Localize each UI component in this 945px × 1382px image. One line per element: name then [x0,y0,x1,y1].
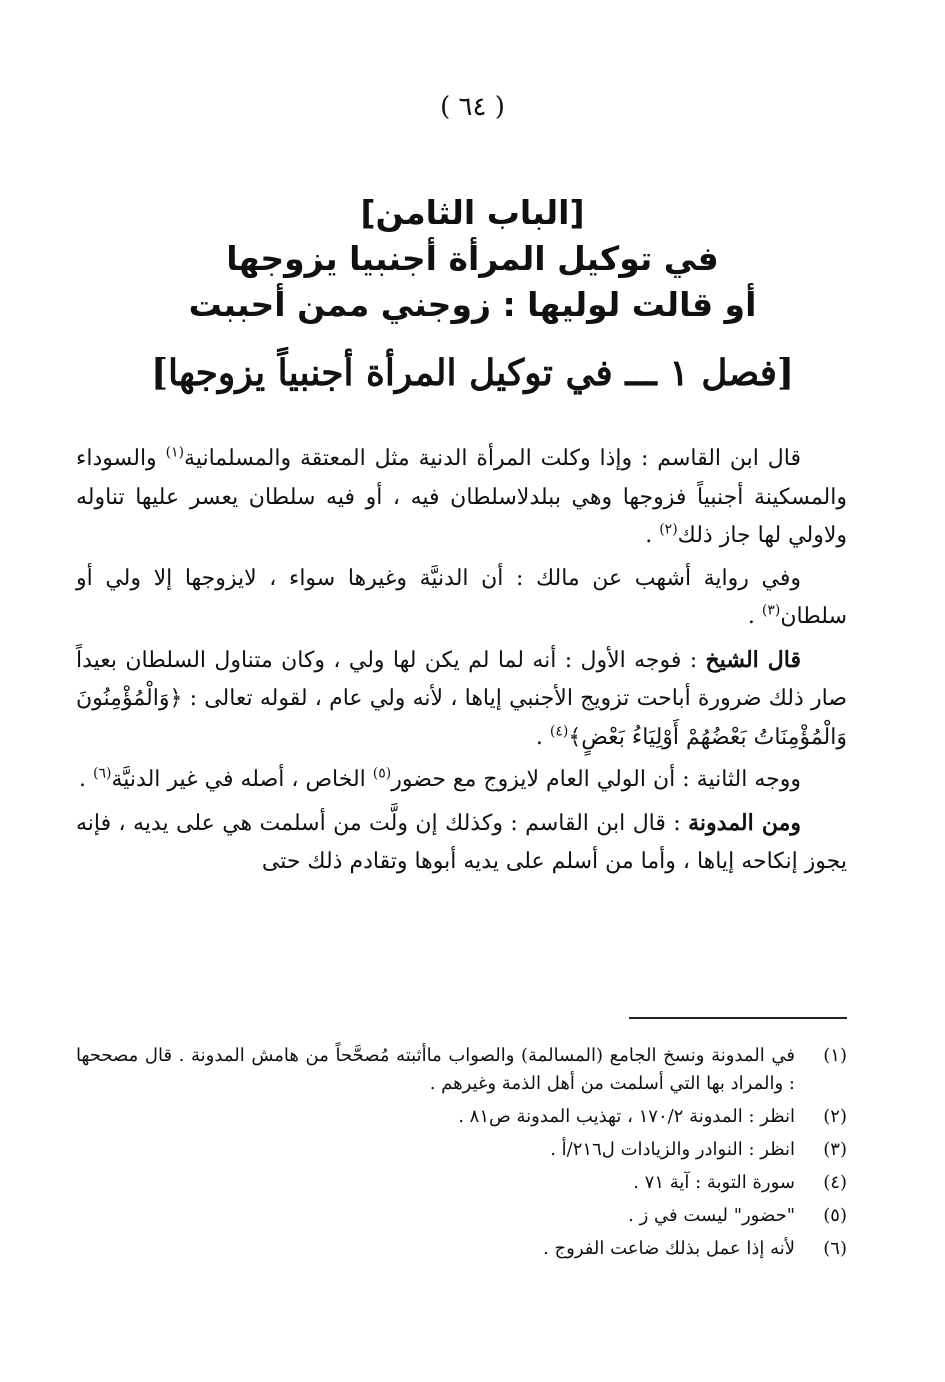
paragraph-text: . [747,604,762,629]
footnote [76,1136,847,1164]
paragraph [76,440,847,556]
footnote-ref: (٥) [372,765,392,782]
footnote [76,1169,847,1197]
footnote-ref: (٢) [659,521,678,538]
paragraph-text: وفي رواية أشهب عن مالك : أن الدنيَّة وغيرها سواء ، لايزوجها إلا ولي أو سلطان [76,565,847,629]
footnote-ref: (٦) [93,765,112,782]
paragraph-text: : فوجه الأول : أنه لما لم يكن لها ولي ، وكان متناول السلطان بعيداً صار ذلك ضرورة أباحت تزويج الأجنبي إياها ، لأنه ولي عام ، لقوله تعالى : [76,647,848,711]
footnote [76,1202,847,1230]
paragraph-text: . [645,523,660,548]
paragraph-text: والسوداء والمسكينة أجنبياً فزوجها وهي ببلدلاسلطان فيه ، أو فيه سلطان يعسر عليها تناوله ولاولي لها جاز ذلك [76,446,847,548]
paragraph-text: الخاص ، أصله في غير الدنيَّة [111,767,373,792]
footnote-number: (٦) [823,1238,847,1259]
footnote-ref: (٣) [761,602,781,619]
footnote-separator [629,1017,847,1019]
footnote-text: "حضور" ليست في ز . [628,1205,795,1226]
footnote-text: انظر : النوادر والزيادات ل٢١٦/أ . [550,1139,795,1160]
footnote [76,1235,847,1263]
footnote [76,1103,847,1131]
paragraph [76,641,847,758]
chapter-heading [120,190,825,328]
paragraph-lead: قال الشيخ [705,646,801,673]
chapter-label: [الباب الثامن] [360,193,585,232]
paragraph [76,804,847,882]
footnote-number: (٤) [823,1172,847,1193]
page-number: ( ٦٤ ) [440,92,505,122]
footnote-number: (٢) [823,1106,847,1127]
paragraph-text: قال ابن القاسم : وإذا وكلت المرأة الدنية مثل المعتقة والمسلمانية [184,446,801,471]
chapter-title-line-2: أو قالت لوليها : زوجني ممن أحببت [188,285,757,324]
quran-verse: ﴿وَالْمُؤْمِنُونَ وَالْمُؤْمِنَاتُ بَعْضُهُمْ أَوْلِيَاءُ بَعْضٍ﴾ [76,686,847,750]
footnote-number: (٥) [823,1205,847,1226]
footnote-ref: (١) [165,444,185,461]
paragraph [76,761,847,800]
footnote-number: (٣) [823,1139,847,1160]
footnote-text: سورة التوبة : آية ٧١ . [633,1172,795,1193]
paragraph-text: . [79,767,93,792]
footnote-text: لأنه إذا عمل بذلك ضاعت الفروج . [543,1238,795,1259]
paragraph-text: ووجه الثانية : أن الولي العام لايزوج مع حضور [391,767,801,792]
paragraph-lead: ومن المدونة [688,809,801,836]
section-title: [فصل ١ ـــ في توكيل المرأة أجنبياً يزوجها] [151,352,794,394]
paragraph-text: : قال ابن القاسم : وكذلك إن ولَّت من أسلمت هي على يديه ، فإنه يجوز إنكاحه إياها ، وأما من أسلم على يديه أبوها وتقادم ذلك حتى [76,810,847,874]
paragraph-text: . [535,724,550,750]
footnote [76,1042,847,1098]
footnote-text: انظر : المدونة ١٧٠/٢ ، تهذيب المدونة ص٨١ . [458,1106,795,1127]
footnote-text: في المدونة ونسخ الجامع (المسالمة) والصواب ماأثبته مُصحَّحاً من هامش المدونة . قال مصححها : والمراد بها التي أسلمت من أهل الذمة وغيرهم . [76,1045,795,1094]
body-text [76,440,847,886]
footnote-number: (١) [823,1045,847,1066]
chapter-title-line-1: في توكيل المرأة أجنبيا يزوجها [226,239,719,278]
footnote-ref: (٤) [549,723,569,740]
footnotes [76,1042,847,1268]
paragraph [76,560,847,637]
